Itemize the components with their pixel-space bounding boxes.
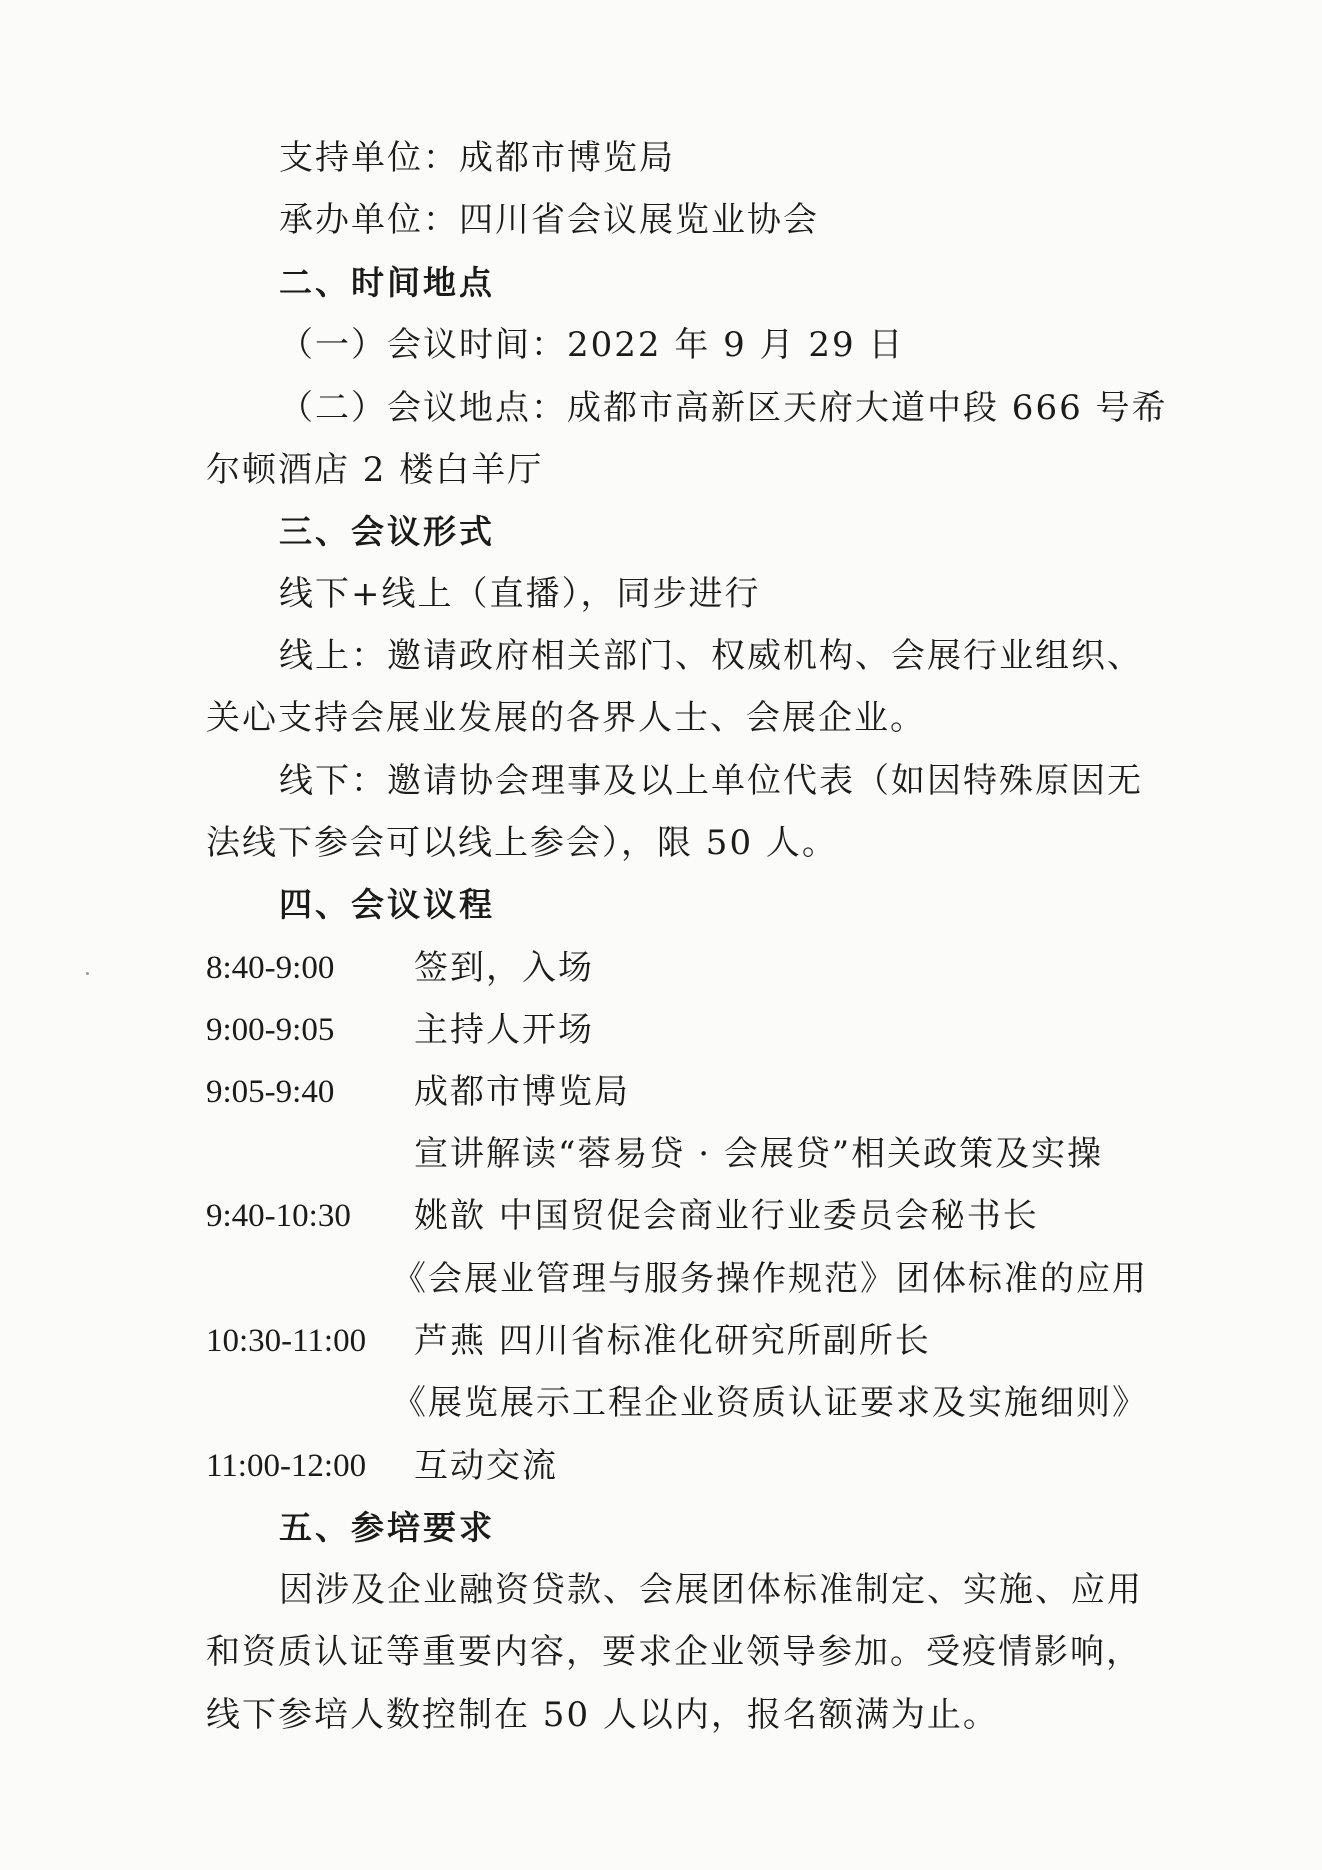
section-heading-agenda: 四、会议议程 — [279, 885, 495, 924]
meeting-time-line: （一）会议时间：2022 年 9 月 29 日 — [279, 325, 905, 365]
agenda-time: 8:40-9:00 — [206, 950, 335, 986]
support-unit-line: 支持单位：成都市博览局 — [279, 138, 675, 178]
organizer-unit-line: 承办单位：四川省会议展览业协会 — [279, 200, 819, 240]
agenda-activity-detail: 《会展业管理与服务操作规范》团体标准的应用 — [392, 1259, 1148, 1299]
agenda-activity-detail: 《展览展示工程企业资质认证要求及实施细则》 — [392, 1383, 1148, 1423]
agenda-time: 11:00-12:00 — [206, 1448, 367, 1484]
offline-line-2: 法线下参会可以线上参会），限 50 人。 — [206, 823, 838, 863]
section-heading-time-place: 二、时间地点 — [279, 263, 495, 302]
requirements-line-3: 线下参培人数控制在 50 人以内，报名额满为止。 — [206, 1695, 999, 1735]
agenda-time: 9:05-9:40 — [206, 1074, 335, 1110]
agenda-time: 9:00-9:05 — [206, 1012, 335, 1048]
online-line-1: 线上：邀请政府相关部门、权威机构、会展行业组织、 — [279, 636, 1143, 676]
section-heading-requirements: 五、参培要求 — [279, 1508, 495, 1547]
meeting-place-line-2: 尔顿酒店 2 楼白羊厅 — [206, 450, 544, 490]
agenda-activity: 姚歆 中国贸促会商业行业委员会秘书长 — [414, 1196, 1039, 1236]
agenda-activity: 成都市博览局 — [414, 1072, 630, 1112]
agenda-time: 9:40-10:30 — [206, 1198, 351, 1234]
online-line-2: 关心支持会展业发展的各界人士、会展企业。 — [206, 698, 926, 738]
section-heading-format: 三、会议形式 — [279, 512, 495, 551]
agenda-activity: 主持人开场 — [414, 1010, 594, 1050]
requirements-line-2: 和资质认证等重要内容，要求企业领导参加。受疫情影响， — [206, 1632, 1142, 1672]
scan-speck — [86, 972, 89, 975]
agenda-activity: 芦燕 四川省标准化研究所副所长 — [414, 1321, 931, 1361]
format-summary-line: 线下+线上（直播），同步进行 — [279, 574, 761, 614]
agenda-activity-detail: 宣讲解读“蓉易贷 · 会展贷”相关政策及实操 — [414, 1134, 1104, 1174]
agenda-activity: 互动交流 — [414, 1446, 558, 1486]
requirements-line-1: 因涉及企业融资贷款、会展团体标准制定、实施、应用 — [279, 1570, 1143, 1610]
meeting-place-line-1: （二）会议地点：成都市高新区天府大道中段 666 号希 — [279, 388, 1168, 428]
agenda-time: 10:30-11:00 — [206, 1323, 367, 1359]
offline-line-1: 线下：邀请协会理事及以上单位代表（如因特殊原因无 — [279, 761, 1143, 801]
agenda-activity: 签到，入场 — [414, 948, 594, 988]
